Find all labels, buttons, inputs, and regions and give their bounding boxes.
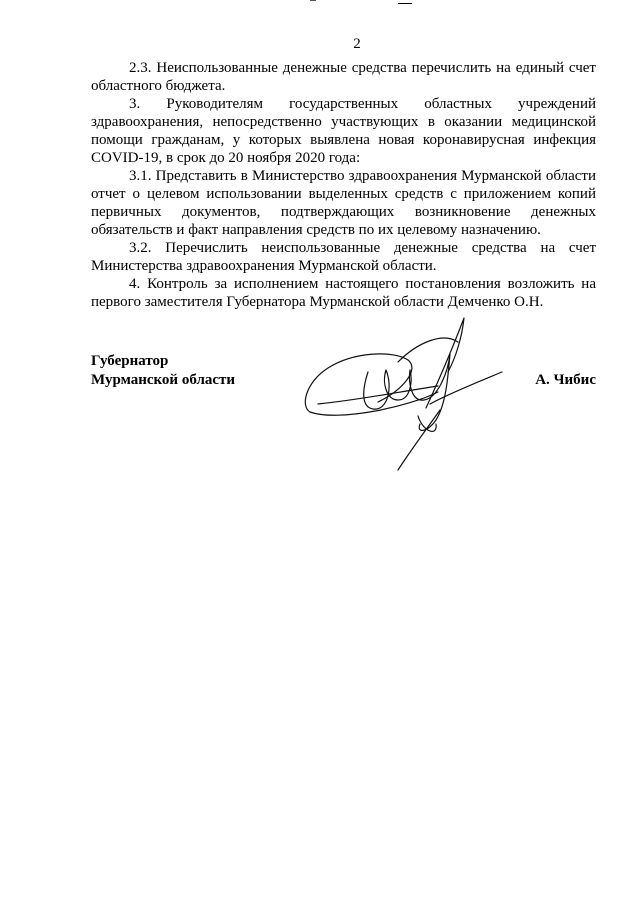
signer-position-line-2: Мурманской области [91,372,236,388]
clause-4-paragraph: 4. Контроль за исполнением настоящего постановления возложить на первого заместителя Губернатора Мурманской области Демченко О.Н. [91,276,596,310]
handwritten-signature [298,312,510,474]
clause-3-1-paragraph: 3.1. Представить в Министерство здравоохранения Мурманской области отчет о целевом использовании выделенных средств с приложением копий первичных документов, подтверждающих возникновение денежных обязательств и факт направления средств по их целевому назначению. [91,168,596,238]
page-number: 2 [353,36,361,52]
clause-3-paragraph: 3. Руководителям государственных областных учреждений здравоохранения, непосредственно участвующих в оказании медицинской помощи гражданам, у которых выявлена новая коронавирусная инфекция COVID-19, в срок до 20 ноября 2020 года: [91,96,596,166]
document-body [91,59,596,311]
clause-2-3-paragraph: 2.3. Неиспользованные денежные средства перечислить на единый счет областного бюджета. [91,60,596,94]
scan-artifact-mark [398,3,412,4]
scan-artifact-mark [310,0,316,1]
clause-3-2-paragraph: 3.2. Перечислить неиспользованные денежные средства на счет Министерства здравоохранения Мурманской области. [91,240,596,274]
signer-position-line-1: Губернатор [91,353,169,369]
signer-position [91,352,235,390]
signer-name: А. Чибис [535,372,596,388]
